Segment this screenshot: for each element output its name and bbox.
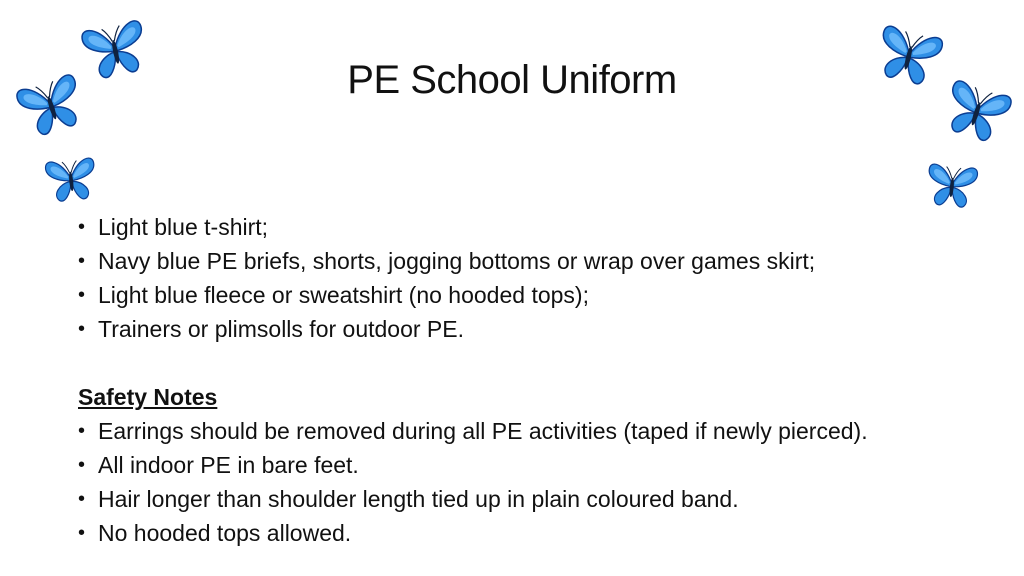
page-title: PE School Uniform [347, 58, 677, 102]
safety-list [78, 414, 978, 550]
list-item [78, 516, 978, 550]
list-item-text: Hair longer than shoulder length tied up in plain coloured band. [98, 486, 739, 512]
list-item-text: Light blue t-shirt; [98, 214, 269, 240]
list-item [78, 414, 978, 448]
butterfly-icon [42, 151, 101, 206]
list-item [78, 244, 978, 278]
list-item-text: No hooded tops allowed. [98, 520, 352, 546]
list-item-text: Navy blue PE briefs, shorts, jogging bottoms or wrap over games skirt; [98, 248, 816, 274]
list-item [78, 448, 978, 482]
bullet: • [78, 250, 86, 272]
safety-notes-heading: Safety Notes [78, 384, 218, 410]
list-item [78, 312, 978, 346]
list-item-text: Trainers or plimsolls for outdoor PE. [98, 316, 465, 342]
bullet: • [78, 454, 86, 476]
list-item [78, 278, 978, 312]
uniform-list [78, 210, 978, 346]
list-item [78, 210, 978, 244]
list-item-text: Light blue fleece or sweatshirt (no hooded tops); [98, 282, 589, 308]
list-item-text: All indoor PE in bare feet. [98, 452, 359, 478]
bullet: • [78, 420, 86, 442]
bullet: • [78, 216, 86, 238]
bullet: • [78, 522, 86, 544]
bullet: • [78, 284, 86, 306]
content-body [78, 210, 978, 550]
butterfly-icon [922, 157, 983, 213]
bullet: • [78, 488, 86, 510]
list-item-text: Earrings should be removed during all PE activities (taped if newly pierced). [98, 418, 868, 444]
list-item [78, 482, 978, 516]
bullet: • [78, 318, 86, 340]
